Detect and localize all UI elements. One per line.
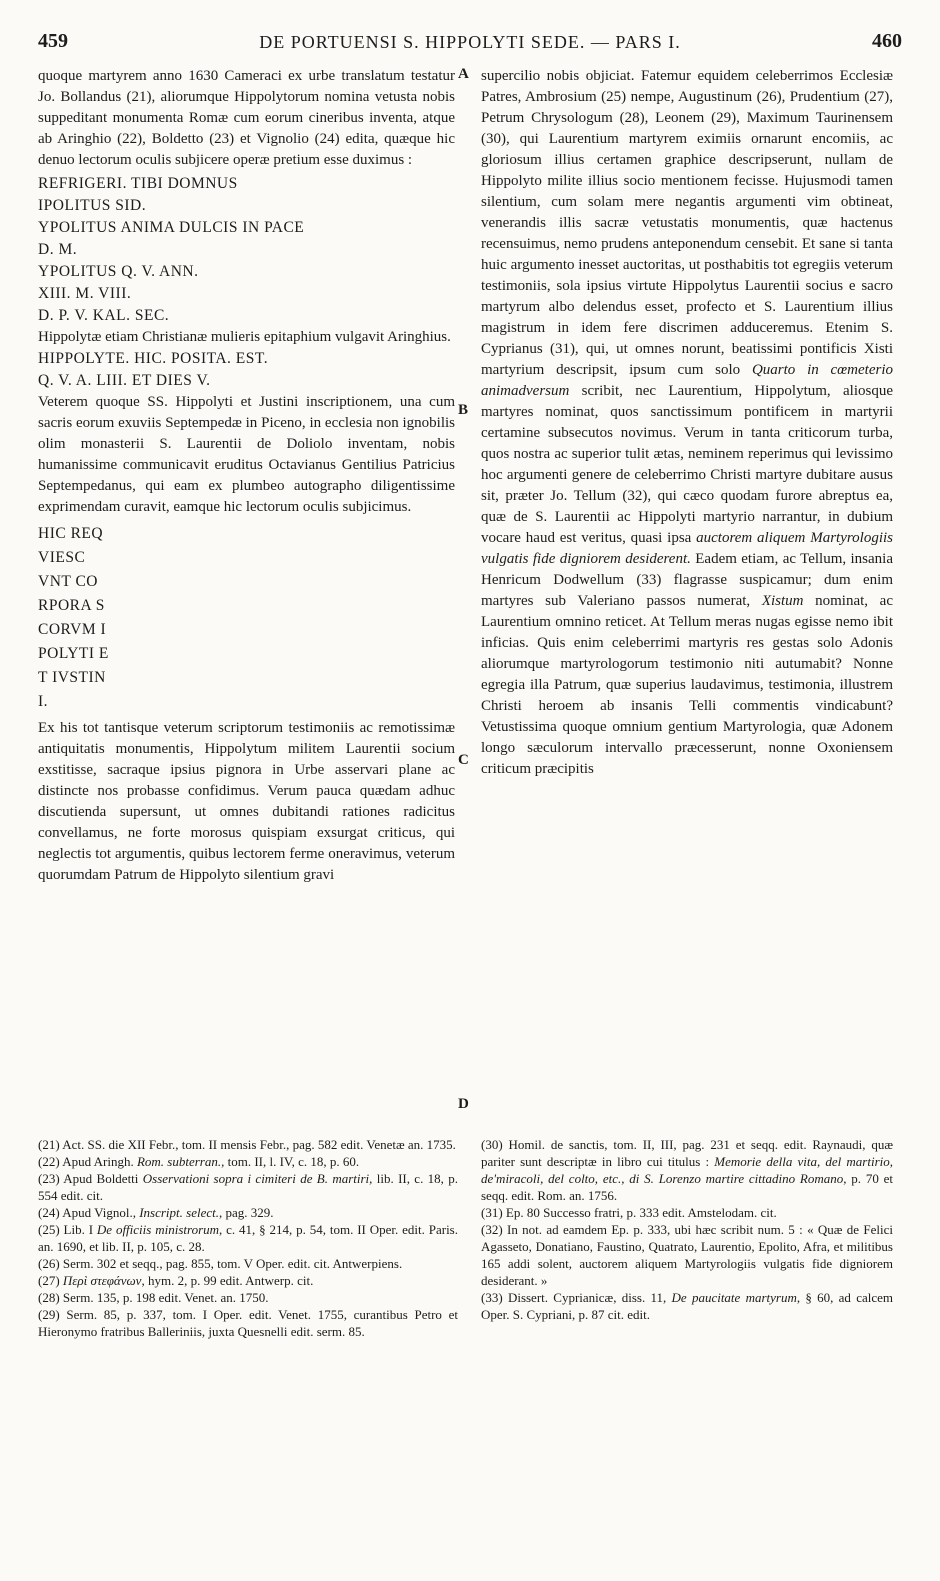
inscription-block [38,522,455,714]
margin-letter: D [458,1096,469,1112]
inscription-block [38,348,455,392]
inscription-line: HIC REQ [38,525,104,542]
footnote: (21) Act. SS. die XII Febr., tom. II mensis Febr., pag. 582 edit. Venetæ an. 1735. [38,1137,456,1152]
page-header [38,30,902,58]
footnote: (30) Homil. de sanctis, tom. II, III, pag. 231 et seqq. edit. Raynaudi, quæ pariter sunt descriptæ in libro cui titulus : Memorie della vita, del martirio, de'miracoli, del colto, etc., di S. Lorenzo martire cittadino Romano, p. 70 et seqq. edit. Rom. an. 1756. [481,1137,894,1203]
page-number-left: 459 [38,30,68,52]
footnotes-left [38,1136,458,1340]
inscription-line: IPOLITUS SID. [38,197,147,214]
paragraph [481,66,893,780]
margin-letter: B [458,402,469,418]
footnotes-right [481,1136,893,1323]
paragraph: quoque martyrem anno 1630 Cameraci ex urbe translatum testatur Jo. Bollandus (21), aliorumque Hippolytorum nomina vetusta nobis suppeditant monumenta Romæ cum eorum cineribus inventa, atque ab Aringhio (22), Boldetto (23) et Vignolio (24) edita, quæque hic denuo lectorum oculis subjicere operæ pretium esse duximus : [38,68,455,168]
inscription-line: HIPPOLYTE. HIC. POSITA. EST. [38,350,269,367]
left-column [38,66,455,886]
inscription-block [38,173,455,327]
footnote: (24) Apud Vignol., Inscript. select., pag. 329. [38,1205,274,1220]
text-run: supercilio nobis objiciat. Fatemur equidem celeberrimos Ecclesiæ Patres, Ambrosium (25) nempe, Augustinum (26), Prudentium (27), Petrum Chrysologum (28), Leonem (29), Maximum Taurinensem (30), qui Laurentium martyrem eximiis ornarunt encomiis, ac gloriosum illius certamen graphice descripserunt, nullam de Hippolyto milite illius socio mentionem fecisse. Hujusmodi tamen silentium, cum solam mere negantis argumenti vim obtineat, venerandis illis sacræ vetustatis monumentis, quæ hactenus recensuimus, nemo prudens anteponendum censebit. Et sane si tanta huic argumento inesset auctoritas, ut posthabitis tot egregiis veterum testimoniis, sola ipsius virtute Hippolytus Laurentii socius e sacro martyrum albo delendus esset, profecto et S. Laurentium illius magistrum in idem fere discrimen adduceremus. Etenim S. Cyprianus (31), qui, ut omnes norunt, beatissimi pontificis Xisti martyrium descripsit, ipsum cum solo [481,68,893,378]
footnote: (29) Serm. 85, p. 337, tom. I Oper. edit. Venet. 1755, curantibus Petro et Hieronymo fratribus Balleriniis, juxta Quesnelli edit. serm. 85. [38,1307,459,1339]
inscription-line: XIII. M. VIII. [38,285,132,302]
margin-letter: C [458,752,469,768]
text-run: scribit, nec Laurentium, Hippolytum, aliosque martyres nominat, quos sanctissimum pontificem in martyrii certamine subsecutos novimus. Verum in tanta criticorum turba, quos nostra ac superior tulit ætas, neminem reperimus qui levissimo hoc argumenti genere de celeberrimo Christi martyre dubitare ausus sit, præter Jo. Tellum (32), qui cæco quodam furore abreptus ea, quæ de S. Laurentii ac Hippolyti martyrio narrantur, in dubium vocare haud est veritus, quasi ipsa [481,383,893,546]
italic-run: auctorem aliquem Martyrologiis vulgatis fide digniorem desiderent. [481,530,893,567]
margin-letter: A [458,66,469,82]
inscription-line: RPORA S [38,597,105,614]
inscription-line: YPOLITUS Q. V. ANN. [38,263,199,280]
inscription-line: REFRIGERI. TIBI DOMNUS [38,175,238,192]
italic-run: Quarto in cœmeterio animadversum [481,362,893,399]
italic-run: Xistum [761,593,804,609]
footnote: (26) Serm. 302 et seqq., pag. 855, tom. V Oper. edit. cit. Antwerpiens. [38,1256,403,1271]
inscription-line: YPOLITUS ANIMA DULCIS IN PACE [38,219,305,236]
text-run: nominat, ac Laurentium omnino reticet. At Tellum meras nugas egisse nemo ibit inficias. Quis enim celeberrimi martyris res gestas solo Adonis aliorumque martyrologorum testimonio niti autumabit? Nonne egregia illa Patrum, quæ superius laudavimus, testimonia, illustrem Christi heroem ab insanis Telli commentis vindicabunt? Vetustissima quoque omnium gentium Martyrologia, quæ Adonem longo sæculorum intervallo præcesserunt, nonne Oxoniensem criticum præcipitis [481,593,893,777]
inscription-line: VNT CO [38,573,98,590]
footnote: (22) Apud Aringh. Rom. subterran., tom. II, l. IV, c. 18, p. 60. [38,1154,360,1169]
inscription-line: VIESC [38,549,86,566]
footnote: (27) Περὶ στεφάνων, hym. 2, p. 99 edit. Antwerp. cit. [38,1273,314,1288]
footnote: (33) Dissert. Cyprianicæ, diss. 11, De paucitate martyrum, § 60, ad calcem Oper. S. Cypriani, p. 87 cit. edit. [481,1290,893,1322]
paragraph: Veterem quoque SS. Hippolyti et Justini inscriptionem, una cum sacris eorum exuviis Septempedæ in Piceno, in ecclesia non ignobilis olim monasterii S. Laurentii de Doliolo inventam, nobis humanissime communicavit eruditus Octavianus Gentilius Patricius Septempedanus, qui eam ex plumbeo autographo diligentissime exprimendam curavit, eamque hic lectorum oculis subjicimus. [38,394,455,515]
inscription-line: POLYTI E [38,645,109,662]
footnote: (25) Lib. I De officiis ministrorum, c. 41, § 214, p. 54, tom. II Oper. edit. Paris. an. 1690, et lib. II, p. 105, c. 28. [38,1222,458,1254]
paragraph: Ex his tot tantisque veterum scriptorum testimoniis ac remotissimæ antiquitatis monumentis, Hippolytum militem Laurentii socium exstitisse, sacraque ipsius pignora in Urbe asservari plane ac distincte nos probasse confidimus. Verum pauca quædam adhuc discutienda supersunt, ut omnes dubitandi rationes radicitus convellamus, ne forte morosus quispiam exsurgat criticus, qui neglectis tot argumentis, quibus lectorem ferme oneravimus, veterum quorumdam Patrum de Hippolyto silentium gravi [38,720,455,883]
footnote: (31) Ep. 80 Successo fratri, p. 333 edit. Amstelodam. cit. [481,1205,777,1220]
right-column [481,66,893,780]
paragraph: Hippolytæ etiam Christianæ mulieris epitaphium vulgavit Aringhius. [38,329,451,345]
inscription-line: D. P. V. KAL. SEC. [38,307,170,324]
inscription-line: CORVM I [38,621,107,638]
footnote: (23) Apud Boldetti Osservationi sopra i cimiteri de B. martiri, lib. II, c. 18, p. 554 edit. cit. [38,1171,458,1203]
text-run: Eadem etiam, ac Tellum, insania Henricum Dodwellum (33) flagrasse suspicamur; dum enim martyres sub Valeriano passos numerat, [481,551,893,609]
inscription-line: D. M. [38,241,78,258]
inscription-line: T IVSTIN [38,669,106,686]
page-number-right: 460 [872,30,902,52]
running-title: DE PORTUENSI S. HIPPOLYTI SEDE. — PARS I. [259,32,681,52]
footnote: (32) In not. ad eamdem Ep. p. 333, ubi hæc scribit num. 5 : « Quæ de Felici Agasseto, Donatiano, Faustino, Quatrato, Laurentio, Epolito, Afra, et militibus 165 addi solent, auctorem aliquem Martyrologiis vulgatis fide digniorem desiderant. » [481,1222,894,1288]
inscription-line: Q. V. A. LIII. ET DIES V. [38,372,211,389]
footnote: (28) Serm. 135, p. 198 edit. Venet. an. 1750. [38,1290,269,1305]
inscription-line: I. [38,693,49,710]
